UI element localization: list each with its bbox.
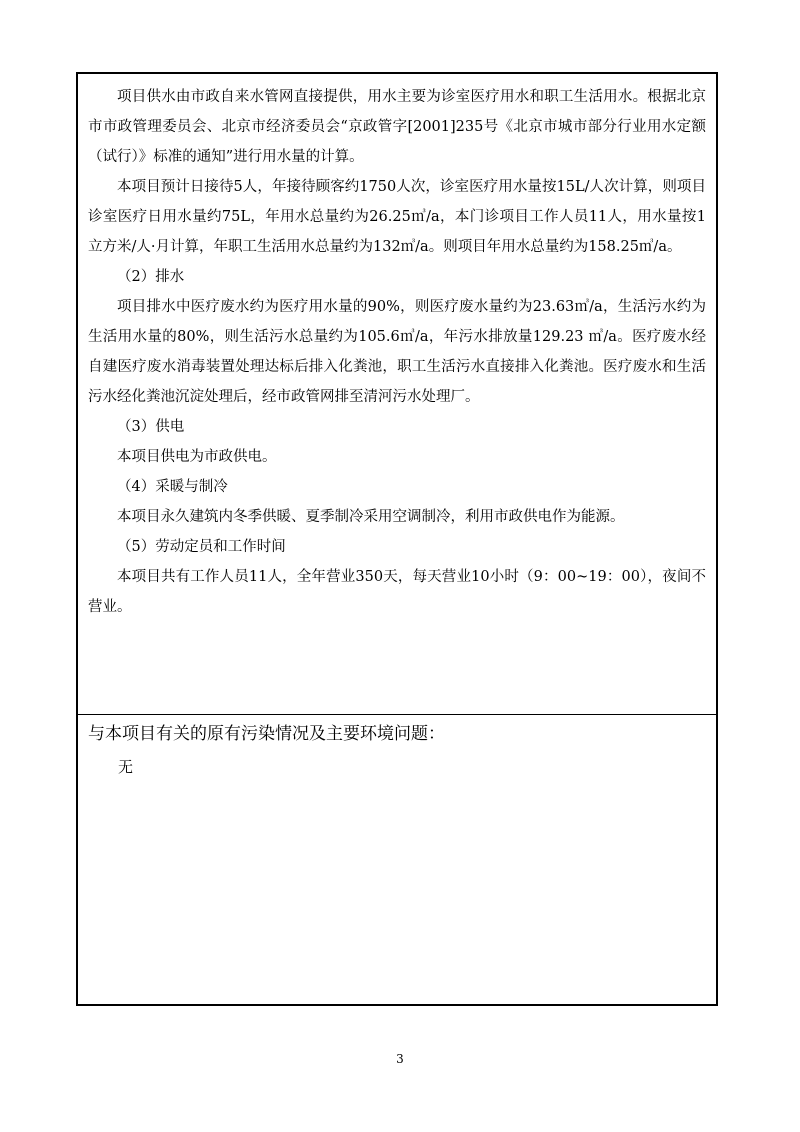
power-heading: （3）供电 — [117, 419, 185, 435]
pollution-section-title: 与本项目有关的原有污染情况及主要环境问题： — [88, 724, 445, 744]
table-divider — [78, 714, 716, 715]
page-number: 3 — [396, 1052, 404, 1066]
drainage-paragraph: 项目排水中医疗废水约为医疗用水量的90%，则医疗废水量约为23.63㎥/a，生活污水约为生活用水量的80%，则生活污水总量约为105.6㎥/a，年污水排放量129.23 ㎥/a。医疗废水经自建医疗废水消毒装置处理达标后排入化粪池，职工生活污水直接排入化粪池。医疗废水和生活污水经化粪池沉淀处理后，经市政管网排至清河污水处理厂。 — [88, 299, 706, 405]
heating-heading: （4）采暖与制冷 — [117, 479, 228, 495]
staffing-heading: （5）劳动定员和工作时间 — [117, 539, 286, 555]
pollution-section-answer: 无 — [118, 758, 134, 776]
power-paragraph: 本项目供电为市政供电。 — [117, 449, 277, 465]
drainage-heading: （2）排水 — [117, 269, 185, 285]
project-content-cell — [78, 74, 716, 714]
heating-paragraph: 本项目永久建筑内冬季供暖、夏季制冷采用空调制冷，利用市政供电作为能源。 — [117, 509, 625, 525]
staffing-paragraph: 本项目共有工作人员11人，全年营业350天，每天营业10小时（9：00~19：00），夜间不营业。 — [88, 569, 706, 615]
water-supply-paragraph-2: 本项目预计日接待5人，年接待顾客约1750人次，诊室医疗用水量按15L/人次计算，则项目诊室医疗日用水量约75L，年用水总量约为26.25㎥/a，本门诊项目工作人员11人，用水量按1立方米/人·月计算，年职工生活用水总量约为132㎥/a。则项目年用水总量约为158.25㎥/a。 — [88, 179, 706, 255]
water-supply-paragraph-1: 项目供水由市政自来水管网直接提供，用水主要为诊室医疗用水和职工生活用水。根据北京市市政管理委员会、北京市经济委员会“京政管字[2001]235号《北京市城市部分行业用水定额（试行）》标准的通知”进行用水量的计算。 — [88, 89, 706, 165]
report-table — [76, 72, 718, 1006]
pollution-cell — [78, 716, 716, 782]
